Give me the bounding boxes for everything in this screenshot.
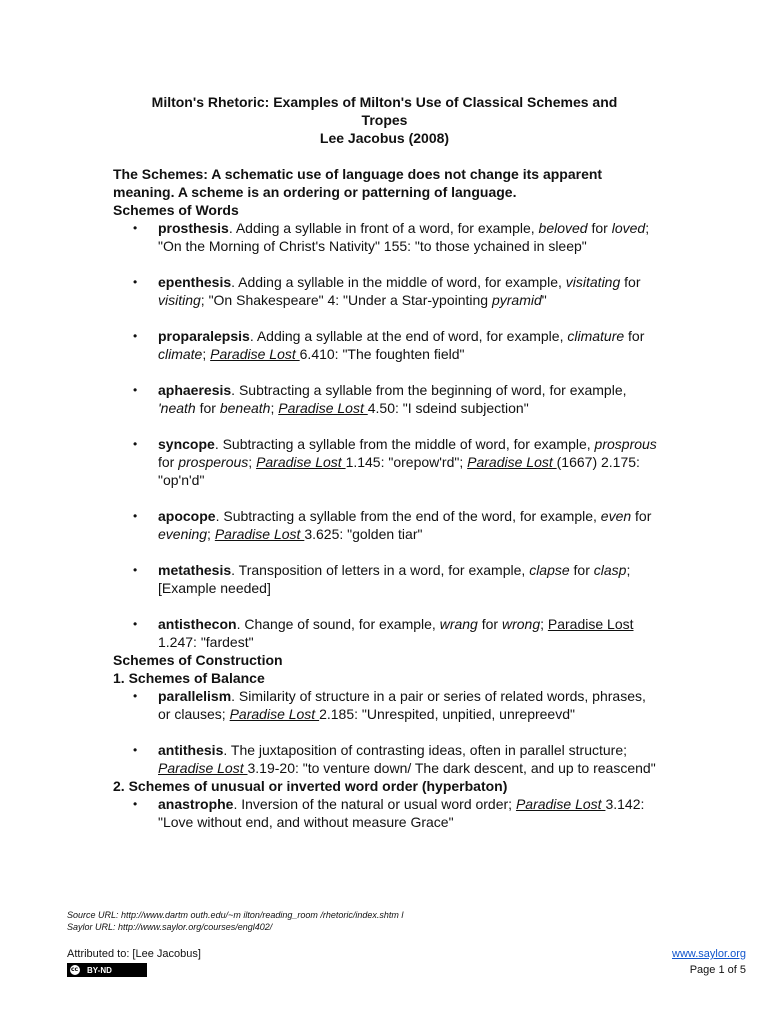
list-item: • parallelism. Similarity of structure in a pair or series of related words, phrases, or clauses; Paradise Lost 2.185: "Unrespited, unpitied, unrepreevd" bbox=[133, 688, 646, 722]
paradise-lost-link[interactable]: Paradise Lost bbox=[214, 526, 305, 542]
paradise-lost-link[interactable]: Paradise Lost bbox=[278, 400, 368, 416]
document-body bbox=[113, 165, 658, 831]
bullet-icon: • bbox=[133, 329, 138, 343]
bullet-icon: • bbox=[133, 509, 138, 523]
list-item: • epenthesis. Adding a syllable in the middle of word, for example, visitating for visiting; "On Shakespeare" 4: "Under a Star-ypointing pyramid" bbox=[133, 274, 641, 308]
bullet-icon: • bbox=[133, 383, 138, 397]
list-item: • metathesis. Transposition of letters in a word, for example, clapse for clasp; [Example needed] bbox=[133, 562, 631, 596]
document-title bbox=[113, 93, 656, 147]
title-author: Lee Jacobus (2008) bbox=[319, 130, 450, 146]
saylor-link[interactable]: www.saylor.org bbox=[672, 948, 746, 960]
title-line-1: Milton's Rhetoric: Examples of Milton's Use of Classical Schemes and bbox=[151, 94, 618, 110]
list-item: • proparalepsis. Adding a syllable at the end of word, for example, climature for climate; Paradise Lost 6.410: "The foughten field" bbox=[133, 328, 645, 362]
paradise-lost-link[interactable]: Paradise Lost bbox=[229, 706, 320, 722]
bullet-icon: • bbox=[133, 275, 138, 289]
list-item: • antisthecon. Change of sound, for example, wrang for wrong; Paradise Lost 1.247: "fardest" bbox=[133, 616, 634, 650]
footer-source-urls bbox=[67, 909, 403, 933]
list-item: • antithesis. The juxtaposition of contrasting ideas, often in parallel structure; Paradise Lost 3.19-20: "to venture down/ The dark descent, and up to reascend" bbox=[133, 742, 656, 776]
unusual-word-order-heading: 2. Schemes of unusual or inverted word order (hyperbaton) bbox=[113, 778, 508, 794]
list-item: • syncope. Subtracting a syllable from the middle of word, for example, prosprous for prosperous; Paradise Lost 1.145: "orepow'rd"; Paradise Lost (1667) 2.175: "op'n'd" bbox=[133, 436, 657, 488]
list-item: • apocope. Subtracting a syllable from the end of the word, for example, even for evening; Paradise Lost 3.625: "golden tiar" bbox=[133, 508, 652, 542]
schemes-of-words-list bbox=[113, 219, 658, 651]
bullet-icon: • bbox=[133, 689, 138, 703]
page-number: Page 1 of 5 bbox=[689, 964, 746, 976]
schemes-of-construction-heading: Schemes of Construction bbox=[113, 652, 283, 668]
paradise-lost-link[interactable]: Paradise Lost bbox=[547, 616, 634, 632]
paradise-lost-link[interactable]: Paradise Lost bbox=[256, 454, 346, 470]
paradise-lost-link[interactable]: Paradise Lost bbox=[467, 454, 557, 470]
paradise-lost-link[interactable]: Paradise Lost bbox=[210, 346, 300, 362]
list-item: • prosthesis. Adding a syllable in front of a word, for example, beloved for loved; "On the Morning of Christ's Nativity" 155: "to those ychained in sleep" bbox=[133, 220, 650, 254]
list-item: • anastrophe. Inversion of the natural or usual word order; Paradise Lost 3.142: "Love without end, and without measure Grace" bbox=[133, 796, 645, 830]
unusual-word-order-list bbox=[113, 795, 658, 831]
paradise-lost-link[interactable]: Paradise Lost bbox=[158, 760, 248, 776]
cc-license-badge[interactable] bbox=[67, 963, 147, 977]
bullet-icon: • bbox=[133, 563, 138, 577]
paradise-lost-link[interactable]: Paradise Lost bbox=[515, 796, 606, 812]
bullet-icon: • bbox=[133, 797, 138, 811]
saylor-url: Saylor URL: http://www.saylor.org/courses/engl402/ bbox=[67, 922, 273, 932]
creative-commons-icon: cc bbox=[71, 966, 79, 973]
source-url: Source URL: http://www.dartm outh.edu/~m ilton/reading_room /rhetoric/index.shtm l bbox=[67, 910, 404, 920]
schemes-of-words-heading: Schemes of Words bbox=[113, 202, 239, 218]
schemes-intro: The Schemes: A schematic use of language does not change its apparent meaning. A scheme is an ordering or patterning of language. bbox=[113, 166, 603, 200]
bullet-icon: • bbox=[133, 617, 138, 631]
schemes-of-balance-list bbox=[113, 687, 658, 777]
list-item: • aphaeresis. Subtracting a syllable from the beginning of word, for example, 'neath for beneath; Paradise Lost 4.50: "I sdeind subjection" bbox=[133, 382, 627, 416]
schemes-of-balance-heading: 1. Schemes of Balance bbox=[113, 670, 265, 686]
bullet-icon: • bbox=[133, 221, 138, 235]
bullet-icon: • bbox=[133, 743, 138, 757]
attribution: Attributed to: [Lee Jacobus] bbox=[67, 948, 201, 960]
license-label: BY-ND bbox=[87, 966, 112, 975]
bullet-icon: • bbox=[133, 437, 138, 451]
title-line-2: Tropes bbox=[361, 112, 408, 128]
